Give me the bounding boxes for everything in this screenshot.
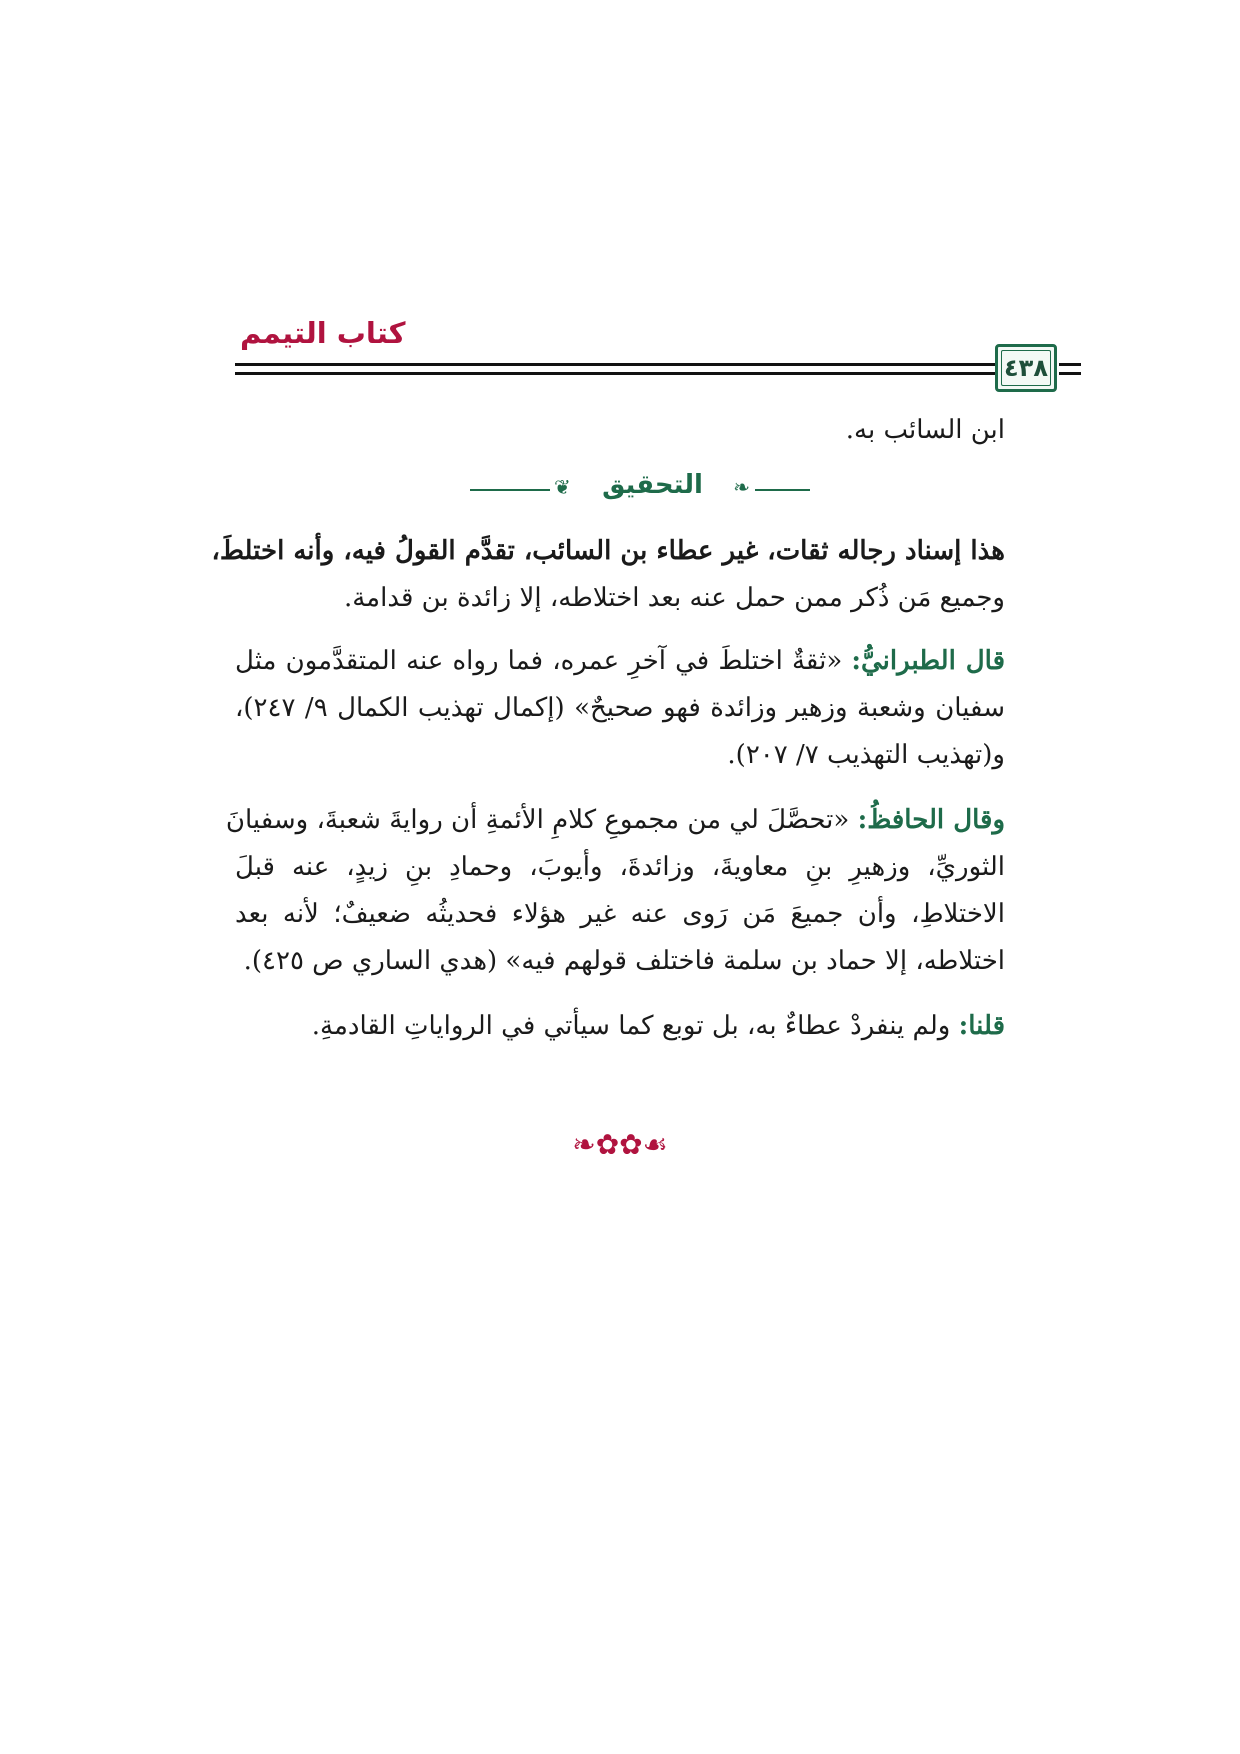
book-title: كتاب التيمم xyxy=(240,316,406,350)
paragraph-text: ولم ينفردْ عطاءٌ به، بل توبع كما سيأتي في الرواياتِ القادمةِ. xyxy=(311,1011,951,1041)
paragraph-line xyxy=(235,643,1005,679)
paragraph-line: سفيان وشعبة وزهير وزائدة فهو صحيحٌ» (إكمال تهذيب الكمال ٩/ ٢٤٧)، xyxy=(235,693,1005,723)
divider-line xyxy=(755,489,810,491)
quote-text: «تحصَّلَ لي من مجموعِ كلامِ الأئمةِ أن روايةَ شعبةَ، وسفيانَ xyxy=(225,805,850,835)
paragraph-line: وجميع مَن ذُكر ممن حمل عنه بعد اختلاطه، إلا زائدة بن قدامة. xyxy=(343,583,1005,613)
paragraph-line: الاختلاطِ، وأن جميعَ مَن رَوى عنه غير هؤلاء فحديثُه ضعيفٌ؛ لأنه بعد xyxy=(235,899,1005,929)
paragraph-line xyxy=(235,1008,1005,1044)
page-number-badge xyxy=(995,344,1057,392)
floral-ornament-icon: ❧ xyxy=(733,475,750,499)
paragraph-line: هذا إسناد رجاله ثقات، غير عطاء بن السائب، تقدَّم القولُ فيه، وأنه اختلطَ، xyxy=(211,536,1005,566)
speaker-label: وقال الحافظُ: xyxy=(857,805,1005,835)
intro-line: ابن السائب به. xyxy=(845,415,1005,445)
page-number: ٤٣٨ xyxy=(1004,354,1048,382)
header-rule xyxy=(1059,372,1081,375)
paragraph-line xyxy=(225,802,1005,838)
paragraph-line: الثوريِّ، وزهيرِ بنِ معاويةَ، وزائدةَ، وأيوبَ، وحمادِ بنِ زيدٍ، عنه قبلَ xyxy=(235,852,1005,882)
header-rule xyxy=(235,372,995,375)
quote-text: «ثقةٌ اختلطَ في آخرِ عمره، فما رواه عنه المتقدَّمون مثل xyxy=(235,646,843,676)
divider-line xyxy=(470,489,550,491)
header-rule xyxy=(1059,363,1081,366)
floral-ornament-icon: ❦ xyxy=(554,475,571,499)
floral-divider-icon: ❧✿✿☙ xyxy=(572,1128,668,1161)
paragraph-line: و(تهذيب التهذيب ٧/ ٢٠٧). xyxy=(727,740,1005,770)
speaker-label: قال الطبرانيُّ: xyxy=(851,646,1005,676)
paragraph-line: اختلاطه، إلا حماد بن سلمة فاختلف قولهم فيه» (هدي الساري ص ٤٢٥). xyxy=(243,946,1005,976)
speaker-label: قلنا: xyxy=(958,1011,1005,1041)
section-heading xyxy=(470,470,810,510)
section-title: التحقيق xyxy=(602,470,703,500)
header-rule xyxy=(235,363,995,366)
